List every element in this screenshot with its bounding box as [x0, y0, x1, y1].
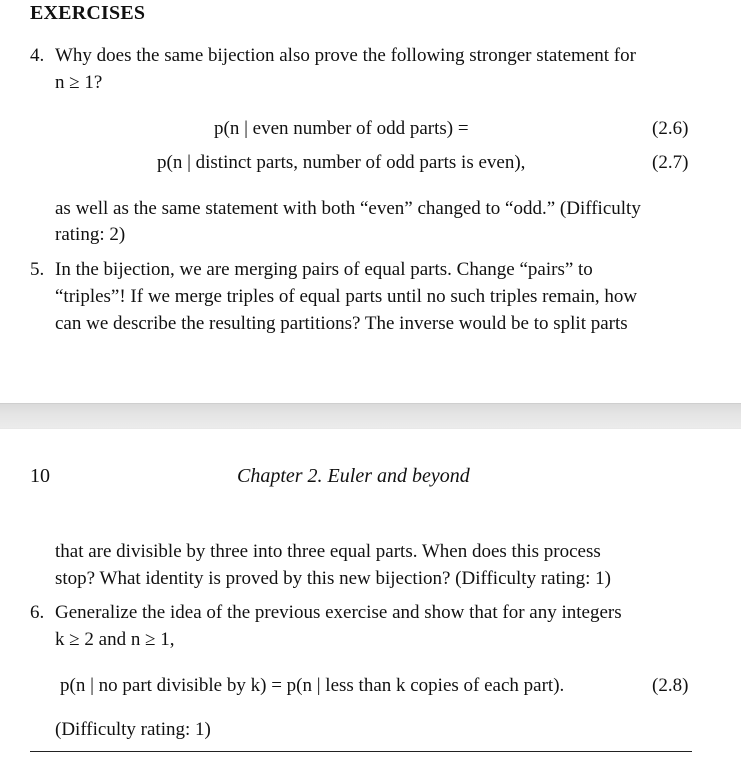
page-break-gap [0, 403, 741, 429]
exercise-5-line-1: In the bijection, we are merging pairs of equal parts. Change “pairs” to [55, 259, 593, 280]
exercise-6-line-2: k ≥ 2 and n ≥ 1, [55, 629, 175, 650]
equation-2-7: p(n | distinct parts, number of odd parts is even), [157, 152, 526, 173]
running-head: Chapter 2. Euler and beyond [237, 465, 470, 487]
exercise-5-line-3: can we describe the resulting partitions? The inverse would be to split parts [55, 313, 628, 334]
equation-2-8: p(n | no part divisible by k) = p(n | less than k copies of each part). [60, 675, 565, 696]
exercise-6-number: 6. [30, 602, 45, 623]
exercise-4-line-2: n ≥ 1? [55, 72, 103, 93]
exercise-5-number: 5. [30, 259, 45, 280]
exercise-4-line-3: as well as the same statement with both “even” changed to “odd.” (Difficulty [55, 198, 641, 219]
exercise-6-line-3: (Difficulty rating: 1) [55, 719, 211, 740]
equation-2-6-tag: (2.6) [652, 118, 689, 139]
equation-2-8-tag: (2.8) [652, 675, 689, 696]
equation-2-6: p(n | even number of odd parts) = [214, 118, 469, 139]
page-number: 10 [30, 465, 50, 487]
exercise-5-line-2: “triples”! If we merge triples of equal parts until no such triples remain, how [55, 286, 638, 307]
exercise-6-line-1: Generalize the idea of the previous exercise and show that for any integers [55, 602, 622, 623]
page-break-edge-bottom [0, 428, 741, 429]
page-break-edge-top [0, 403, 741, 404]
exercise-4-number: 4. [30, 45, 45, 66]
footer-rule [30, 751, 692, 752]
exercise-4-line-4: rating: 2) [55, 224, 126, 245]
exercise-4-line-1: Why does the same bijection also prove the following stronger statement for [55, 45, 636, 66]
section-heading: EXERCISES [30, 2, 146, 24]
equation-2-7-tag: (2.7) [652, 152, 689, 173]
exercise-5-continued-line-2: stop? What identity is proved by this new bijection? (Difficulty rating: 1) [55, 568, 611, 589]
exercise-5-continued-line-1: that are divisible by three into three equal parts. When does this process [55, 541, 601, 562]
